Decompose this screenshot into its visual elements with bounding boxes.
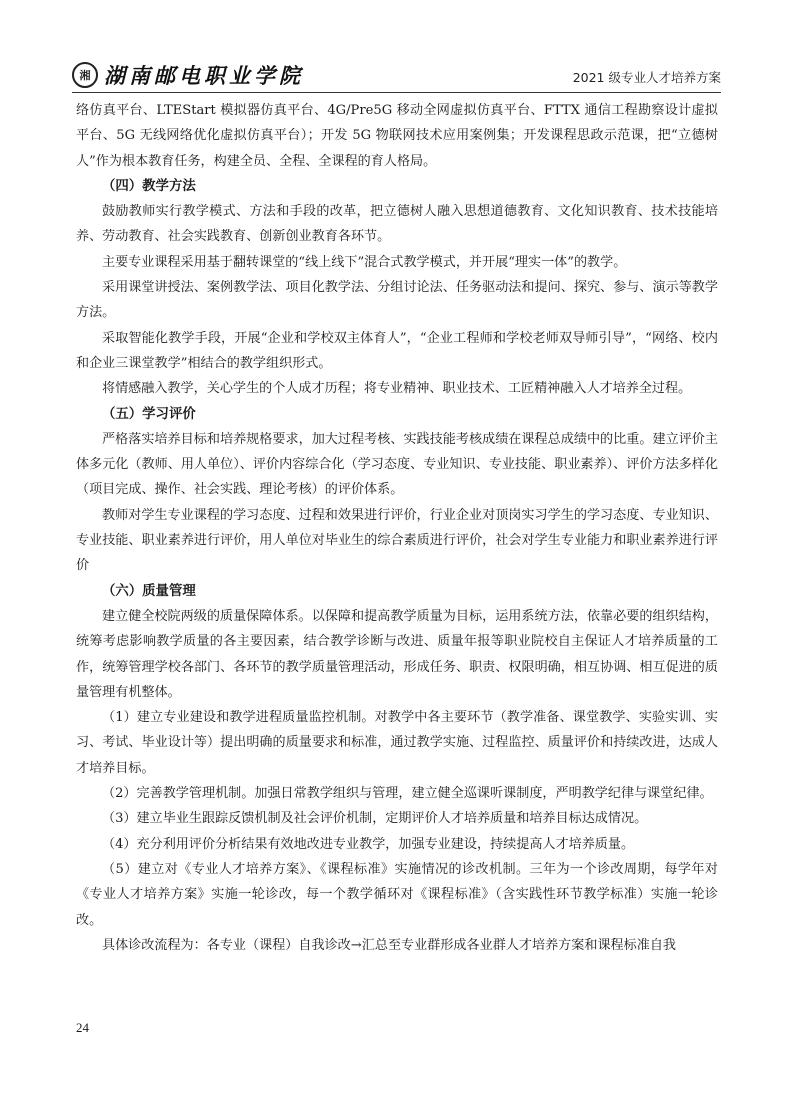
college-logo (72, 60, 304, 90)
college-name: 湖南邮电职业学院 (104, 63, 304, 88)
document-title: 2021 级专业人才培养方案 (572, 70, 721, 85)
list-item: （2）完善教学管理机制。加强日常教学组织与管理，建立健全巡课听课制度，严明教学纪律与课堂纪律。 (102, 786, 713, 802)
list-item: （5）建立对《专业人才培养方案》、《课程标准》实施情况的诊改机制。三年为一个诊改周期，每学年对《专业人才培养方案》实施一轮诊改，每一个教学循环对《课程标准》（含实践性环节教学标准）实施一轮诊改。 (76, 861, 718, 928)
list-item: （4）充分利用评价分析结果有效地改进专业教学，加强专业建设，持续提高人才培养质量。 (102, 836, 635, 852)
list-item: （3）建立毕业生跟踪反馈机制及社会评价机制，定期评价人才培养质量和培养目标达成情况。 (102, 811, 648, 827)
list-item: （1）建立专业建设和教学进程质量监控机制。对教学中各主要环节（教学准备、课堂教学、实验实训、实习、考试、毕业设计等）提出明确的质量要求和标准，通过教学实施、过程监控、质量评价和持续改进，达成人才培养目标。 (76, 710, 718, 776)
paragraph: 采用课堂讲授法、案例教学法、项目化教学法、分组讨论法、任务驱动法和提问、探究、参与、演示等教学方法。 (76, 280, 718, 321)
page-header (72, 58, 721, 93)
paragraph: 主要专业课程采用基于翻转课堂的“线上线下”混合式教学模式，并开展“理实一体”的教学。 (102, 254, 627, 270)
page-number: 24 (76, 1020, 89, 1035)
college-seal-icon: 湘 (72, 62, 98, 88)
paragraph: 严格落实培养目标和培养规格要求，加大过程考核、实践技能考核成绩在课程总成绩中的比重。建立评价主体多元化（教师、用人单位）、评价内容综合化（学习态度、专业知识、专业技能、职业素养）、评价方法多样化（项目完成、操作、社会实践、理论考核）的评价体系。 (76, 431, 718, 498)
paragraph: 建立健全校院两级的质量保障体系。以保障和提高教学质量为目标，运用系统方法，依靠必要的组织结构，统筹考虑影响教学质量的各主要因素，结合教学诊断与改进、质量年报等职业院校自主保证人才培养质量的工作，统筹管理学校各部门、各环节的教学质量管理活动，形成任务、职责、权限明确，相互协调、相互促进的质量管理有机整体。 (76, 608, 718, 700)
section-heading-teaching-methods: （四）教学方法 (102, 178, 196, 194)
section-heading-quality-management: （六）质量管理 (102, 583, 196, 599)
paragraph: 鼓励教师实行教学模式、方法和手段的改革，把立德树人融入思想道德教育、文化知识教育、技术技能培养、劳动教育、社会实践教育、创新创业教育各环节。 (76, 204, 718, 245)
paragraph: 具体诊改流程为：各专业（课程）自我诊改→汇总至专业群形成各业群人才培养方案和课程标准自我 (102, 937, 677, 953)
paragraph: 教师对学生专业课程的学习态度、过程和效果进行评价，行业企业对顶岗实习学生的学习态度、专业知识、专业技能、职业素养进行评价，用人单位对毕业生的综合素质进行评价，社会对学生专业能力和职业素养进行评价 (76, 507, 718, 574)
paragraph-continuation: 络仿真平台、LTEStart 模拟器仿真平台、4G/Pre5G 移动全网虚拟仿真平台、FTTX 通信工程勘察设计虚拟平台、5G 无线网络优化虚拟仿真平台）；开发 5G 物联网技术应用案例集；开发课程思政示范课，把“立德树人”作为根本教育任务，构建全员、全程、全课程的育人格局。 (76, 103, 718, 169)
paragraph: 将情感融入教学，关心学生的个人成才历程；将专业精神、职业技术、工匠精神融入人才培养全过程。 (102, 381, 692, 397)
section-heading-learning-evaluation: （五）学习评价 (102, 406, 196, 422)
paragraph: 采取智能化教学手段，开展“企业和学校双主体育人”，“企业工程师和学校老师双导师引导”，“网络、校内和企业三课堂教学”相结合的教学组织形式。 (76, 330, 718, 371)
page-body (76, 98, 718, 958)
